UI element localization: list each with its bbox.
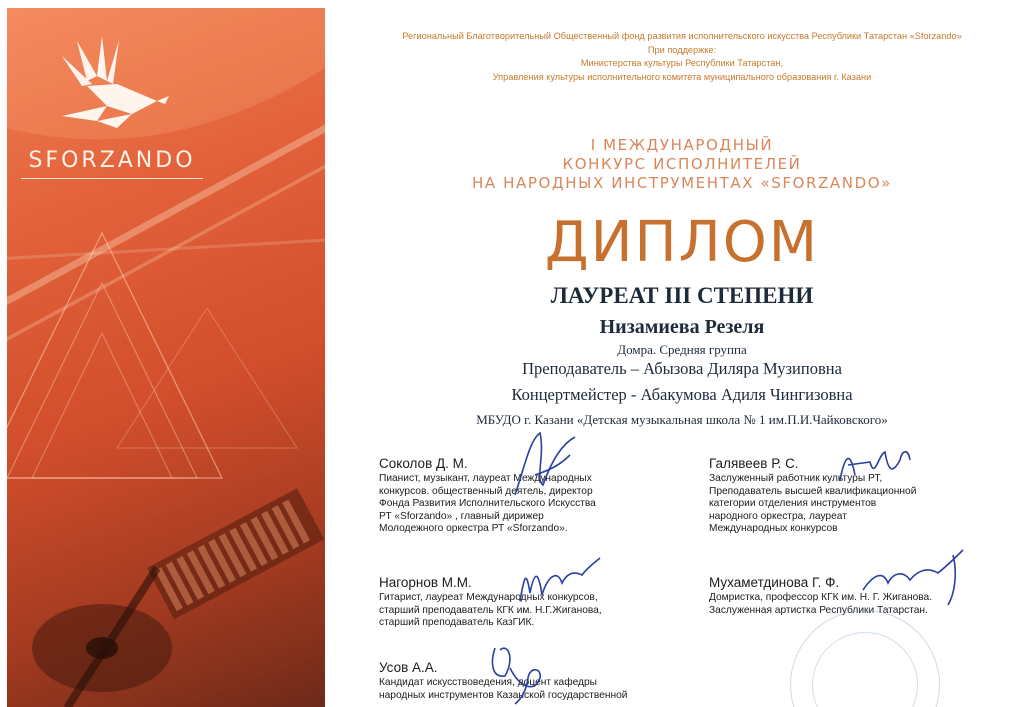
support-header	[340, 30, 1024, 84]
participant-name: Низамиева Резеля	[599, 316, 765, 338]
category: Домра. Средняя группа	[617, 342, 747, 357]
competition-title	[340, 136, 1024, 193]
jury-name: Нагорнов М.М.	[379, 575, 472, 590]
teacher: Преподаватель – Абызова Диляра Музиповна	[522, 359, 842, 378]
school: МБУДО г. Казани «Детская музыкальная школа № 1 им.П.И.Чайковского»	[476, 412, 888, 427]
competition-line: КОНКУРС ИСПОЛНИТЕЛЕЙ	[562, 155, 802, 173]
diploma-title: ДИПЛОМ	[544, 210, 820, 275]
jury-name: Усов А.А.	[379, 660, 438, 675]
jury-description: Гитарист, лауреат Международных конкурсов, старший преподаватель КГК им. Н.Г.Жиганова, старший преподаватель КазГИК.	[379, 592, 602, 629]
signature-usov	[480, 638, 550, 707]
administration-line: Управления культуры исполнительного комитета муниципального образования г. Казани	[492, 71, 872, 82]
ministry-line: Министерства культуры Республики Татарстан,	[580, 58, 784, 68]
jury-name: Мухаметдинова Г. Ф.	[709, 575, 840, 590]
jury-name: Соколов Д. М.	[379, 456, 468, 471]
award-level: ЛАУРЕАТ III СТЕПЕНИ	[550, 283, 814, 308]
accompanist: Концертмейстер - Абакумова Адиля Чингизовна	[511, 385, 853, 404]
support-line: При поддержке:	[647, 44, 717, 55]
competition-line: I МЕЖДУНАРОДНЫЙ	[590, 136, 774, 154]
foundation-line: Региональный Благотворительный Общественный фонд развития исполнительского искусства Республики Татарстан «Sforzando»	[402, 31, 962, 41]
jury-description: Кандидат искусствоведения, доцент кафедры народных инструментов Казанской государственной	[379, 677, 628, 701]
jury-description: Пианист, музыкант, лауреат Международных конкурсов. общественный деятель, директор Фонда Развития Исполнительского Искусства РТ «Sforzando» , главный дирижер Молодежного оркестра РТ «Sforzando».	[379, 473, 596, 535]
signature-mukhametdinova	[858, 545, 968, 615]
jury-description: Заслуженный работник культуры РТ, Преподаватель высшей квалификационной категории отделения инструментов народного оркестра, лауреат Международных конкурсов	[709, 473, 917, 535]
logo-text: SFORZANDO	[28, 148, 196, 173]
jury-name: Галявеев Р. С.	[709, 456, 799, 471]
signature-sokolov	[505, 425, 585, 505]
signature-nagornov	[512, 553, 602, 608]
origami-bird-logo-icon	[47, 36, 177, 146]
decorative-banner	[7, 8, 325, 707]
jury-description: Домристка, профессор КГК им. Н. Г. Жиганова. Заслуженная артистка Республики Татарстан.	[709, 592, 933, 616]
competition-line: НА НАРОДНЫХ ИНСТРУМЕНТАХ «SFORZANDO»	[472, 174, 892, 192]
signature-galyaveev	[830, 440, 920, 500]
logo-divider	[21, 178, 203, 179]
